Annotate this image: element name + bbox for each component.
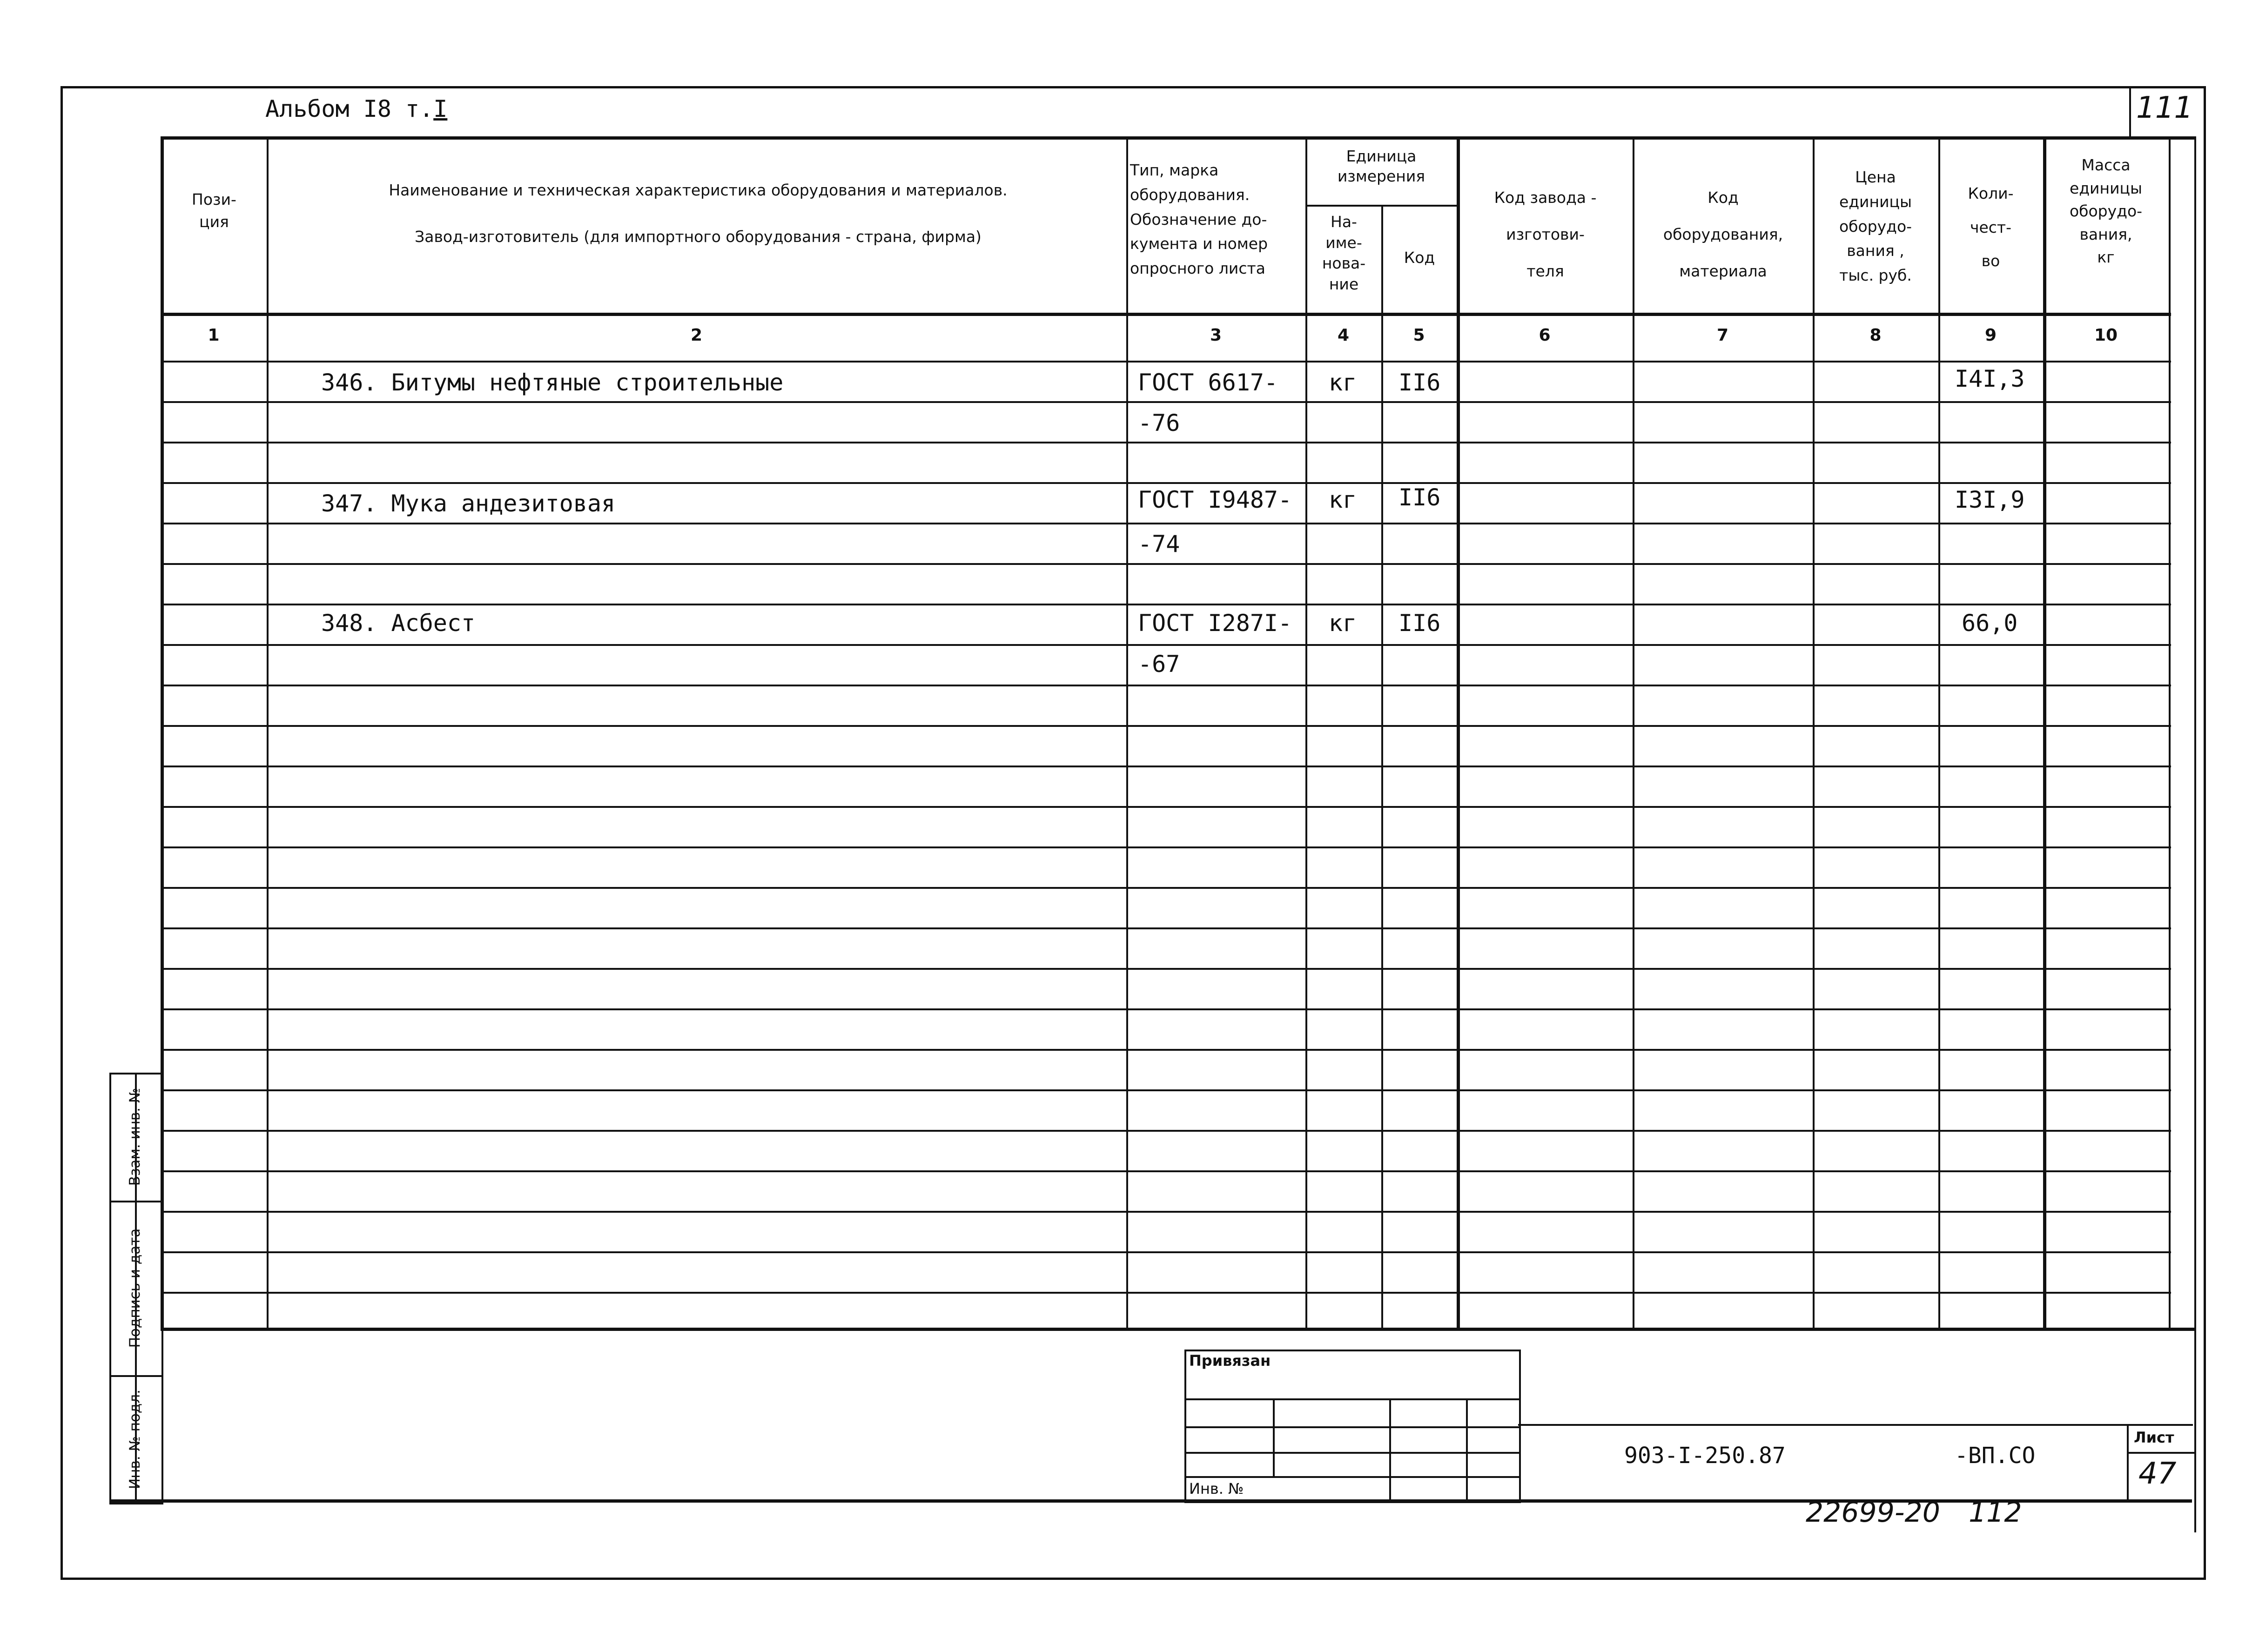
archive-number: 22699-20 (1806, 1496, 1940, 1529)
privyazan-label: Привязан (1189, 1352, 1271, 1370)
col-line-right (2194, 136, 2196, 1532)
col-line-7 (1813, 136, 1815, 1328)
row-line (161, 442, 2171, 443)
privyazan-col (1389, 1398, 1391, 1499)
item-347-doc-2: -74 (1138, 531, 1180, 557)
row-line (161, 523, 2171, 524)
item-346-name: 346. Битумы нефтяные строительные (321, 369, 784, 396)
col-line-3 (1305, 136, 1307, 1328)
item-348-doc-2: -67 (1138, 651, 1180, 678)
header-name-line2: Завод-изготовитель (для импортного оборудования - страна, фирма) (415, 228, 982, 246)
item-346-unit: кг (1329, 369, 1357, 396)
corner-divider (2129, 86, 2131, 140)
album-label: Альбом I8 т.I (265, 95, 448, 122)
item-347-qty: I3I,9 (1955, 486, 2025, 513)
colnum-1: 1 (208, 326, 220, 345)
item-348-unit: кг (1329, 610, 1357, 637)
item-347-unit: кг (1329, 486, 1357, 513)
row-line (161, 1251, 2171, 1253)
colnum-7: 7 (1716, 326, 1729, 345)
col-line-1 (267, 136, 269, 1328)
header-type-doc: Тип, марка оборудования. Обозначение до- кумента и номер опросного листа (1130, 161, 1268, 278)
row-line (161, 1089, 2171, 1091)
item-346-code: II6 (1398, 369, 1441, 396)
row-line (161, 563, 2171, 565)
outer-frame (61, 86, 2206, 1580)
side-vzam-label: Взам. инв. № (127, 1088, 143, 1186)
sheet-label: Лист (2134, 1429, 2174, 1446)
item-347-code: II6 (1398, 484, 1441, 511)
col-line-6 (1633, 136, 1634, 1328)
colnum-6: 6 (1539, 326, 1551, 345)
sheet-number: 47 (2138, 1457, 2177, 1491)
colnum-5: 5 (1413, 326, 1425, 345)
header-factory-code: Код завода - изготови- теля (1494, 188, 1597, 281)
header-name-line1: Наименование и техническая характеристика оборудования и материалов. (389, 181, 1008, 199)
colnum-10: 10 (2094, 326, 2118, 345)
colnum-9: 9 (1984, 326, 1997, 345)
col-line-8 (1938, 136, 1940, 1328)
col-line-2 (1126, 136, 1128, 1328)
header-unit-code: Код (1404, 248, 1435, 267)
header-bottom-border (161, 313, 2171, 316)
row-line (161, 1211, 2171, 1213)
header-unit-mass: Масса единицы оборудо- вания, кг (2069, 156, 2143, 266)
privyazan-col (1466, 1398, 1468, 1499)
row-line (161, 1130, 2171, 1132)
item-346-doc-1: ГОСТ 6617- (1138, 369, 1278, 396)
row-line (161, 846, 2171, 848)
row-line (161, 604, 2171, 605)
item-346-qty: I4I,3 (1955, 365, 2025, 392)
unit-group-divider (1305, 205, 1457, 207)
privyazan-line (1184, 1426, 1519, 1428)
row-line (161, 482, 2171, 484)
privyazan-line (1184, 1452, 1519, 1454)
privyazan-col (1273, 1398, 1275, 1477)
sheet-divider-h (2127, 1452, 2194, 1454)
row-line (161, 766, 2171, 767)
item-347-doc-1: ГОСТ I9487- (1138, 486, 1292, 513)
colnum-4: 4 (1337, 326, 1350, 345)
header-position: Пози- ция (192, 190, 236, 231)
header-unit-price: Цена единицы оборудо- вания , тыс. руб. (1839, 168, 1912, 285)
col-line-5 (1457, 136, 1460, 1328)
row-line (161, 968, 2171, 970)
row-line (161, 1008, 2171, 1010)
colnum-bottom-border (161, 361, 2171, 363)
header-equipment-code: Код оборудования, материала (1663, 188, 1783, 281)
privyazan-line (1184, 1398, 1519, 1400)
sheet-divider (2127, 1424, 2129, 1501)
header-unit-name: На- име- нова- ние (1322, 213, 1366, 293)
row-line (161, 1170, 2171, 1172)
colnum-3: 3 (1210, 326, 1222, 345)
inv-no-label: Инв. № (1189, 1480, 1244, 1498)
table-top-border (161, 136, 2194, 140)
archive-page: 112 (1969, 1496, 2022, 1529)
side-signature-label: Подпись и дата (127, 1228, 143, 1348)
row-line (161, 725, 2171, 727)
row-line (161, 1049, 2171, 1051)
row-line (161, 644, 2171, 646)
item-348-name: 348. Асбест (321, 610, 476, 637)
album-volume: I (433, 95, 448, 122)
privyazan-line (1184, 1476, 1519, 1478)
corner-page-number: 111 (2136, 91, 2193, 125)
row-line (161, 1292, 2171, 1294)
colnum-2: 2 (690, 326, 703, 345)
col-line-10 (2169, 136, 2171, 1328)
table-bottom-border (161, 1328, 2194, 1331)
header-unit-group: Единица измерения (1337, 147, 1425, 185)
item-346-doc-2: -76 (1138, 410, 1180, 437)
doc-code: 903-I-250.87 (1624, 1443, 1786, 1469)
colnum-8: 8 (1869, 326, 1882, 345)
side-inv-podl-label: Инв. № подл. (127, 1390, 143, 1489)
row-line (161, 806, 2171, 808)
item-347-name: 347. Мука андезитовая (321, 490, 616, 517)
header-quantity: Коли- чест- во (1968, 184, 2014, 270)
item-348-code: II6 (1398, 610, 1441, 637)
item-348-qty: 66,0 (1962, 610, 2018, 637)
row-line (161, 685, 2171, 686)
row-line (161, 927, 2171, 929)
doc-suffix: -ВП.СО (1955, 1443, 2036, 1469)
col-line-9 (2043, 136, 2046, 1328)
row-line (161, 887, 2171, 889)
code-block-top (1518, 1424, 2193, 1426)
item-348-doc-1: ГОСТ I287I- (1138, 610, 1292, 637)
row-line (161, 401, 2171, 403)
